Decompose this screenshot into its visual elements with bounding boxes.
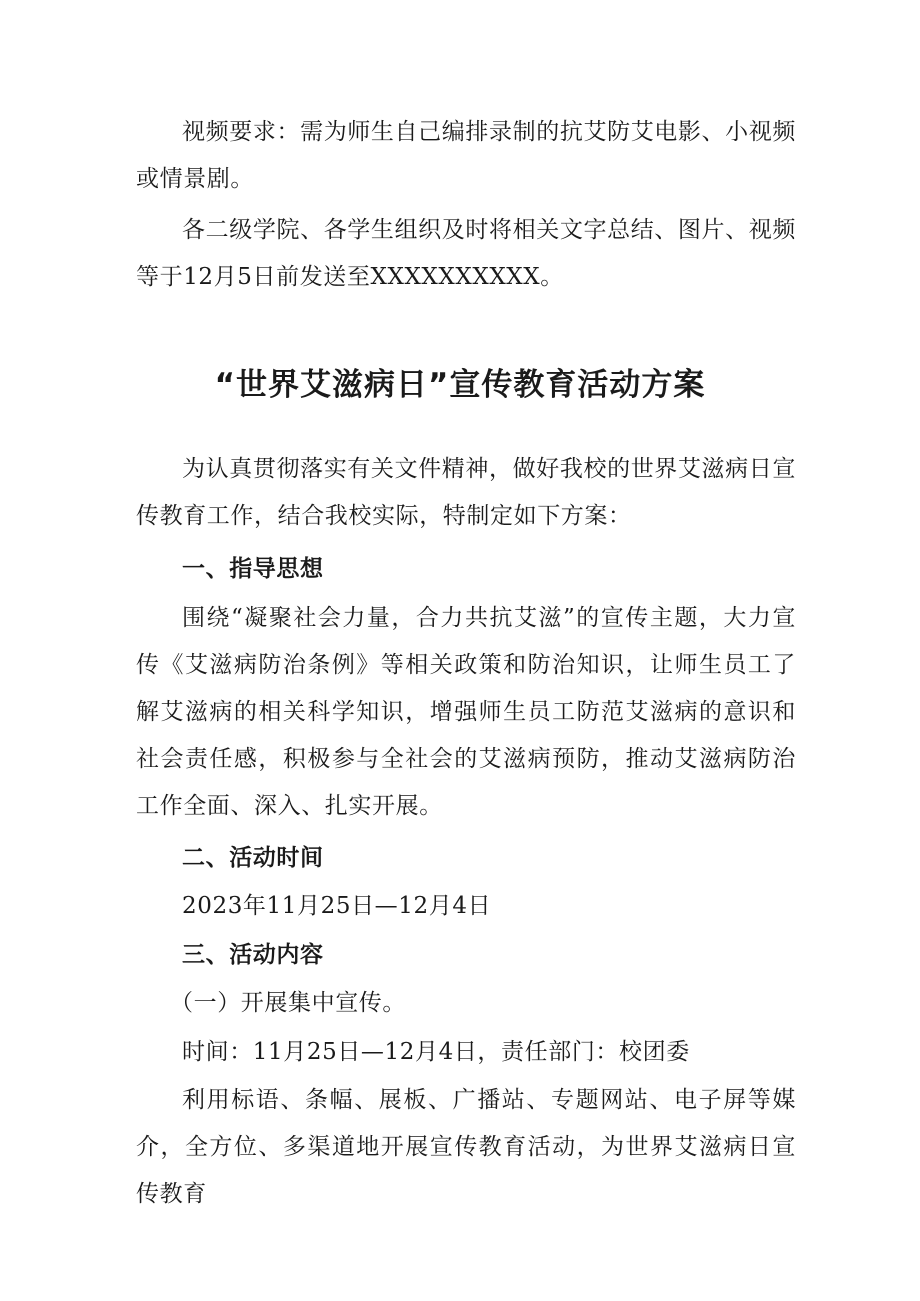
section-heading-activity-time: 二、活动时间 (182, 845, 324, 871)
section-heading-guiding-ideology: 一、指导思想 (182, 556, 324, 582)
guiding-ideology-paragraph: 围绕“凝聚社会力量，合力共抗艾滋”的宣传主题，大力宣传《艾滋病防治条例》等相关政策和防治知识，让师生员工了解艾滋病的相关科学知识，增强师生员工防范艾滋病的意识和社会责任感，积极参与全社会的艾滋病预防，推动艾滋病防治工作全面、深入、扎实开展。 (136, 605, 796, 819)
preamble-paragraph: 为认真贯彻落实有关文件精神，做好我校的世界艾滋病日宣传教育工作，结合我校实际，特制定如下方案： (136, 456, 796, 529)
section-heading-activity-content: 三、活动内容 (182, 942, 324, 968)
publicity-time-line: 时间：11月25日—12月4日，责任部门：校团委 (182, 1039, 690, 1065)
submission-note-paragraph: 各二级学院、各学生组织及时将相关文字总结、图片、视频等于12月5日前发送至XXXXXXXXXX。 (136, 217, 796, 290)
document-title: “世界艾滋病日”宣传教育活动方案 (214, 367, 706, 403)
activity-time-value: 2023年11月25日—12月4日 (182, 893, 492, 919)
subsection-title-centralized-publicity: （一）开展集中宣传。 (170, 990, 406, 1016)
publicity-content-paragraph: 利用标语、条幅、展板、广播站、专题网站、电子屏等媒介，全方位、多渠道地开展宣传教育活动，为世界艾滋病日宣传教育 (136, 1087, 796, 1207)
video-requirement-paragraph: 视频要求：需为师生自己编排录制的抗艾防艾电影、小视频或情景剧。 (136, 119, 796, 192)
